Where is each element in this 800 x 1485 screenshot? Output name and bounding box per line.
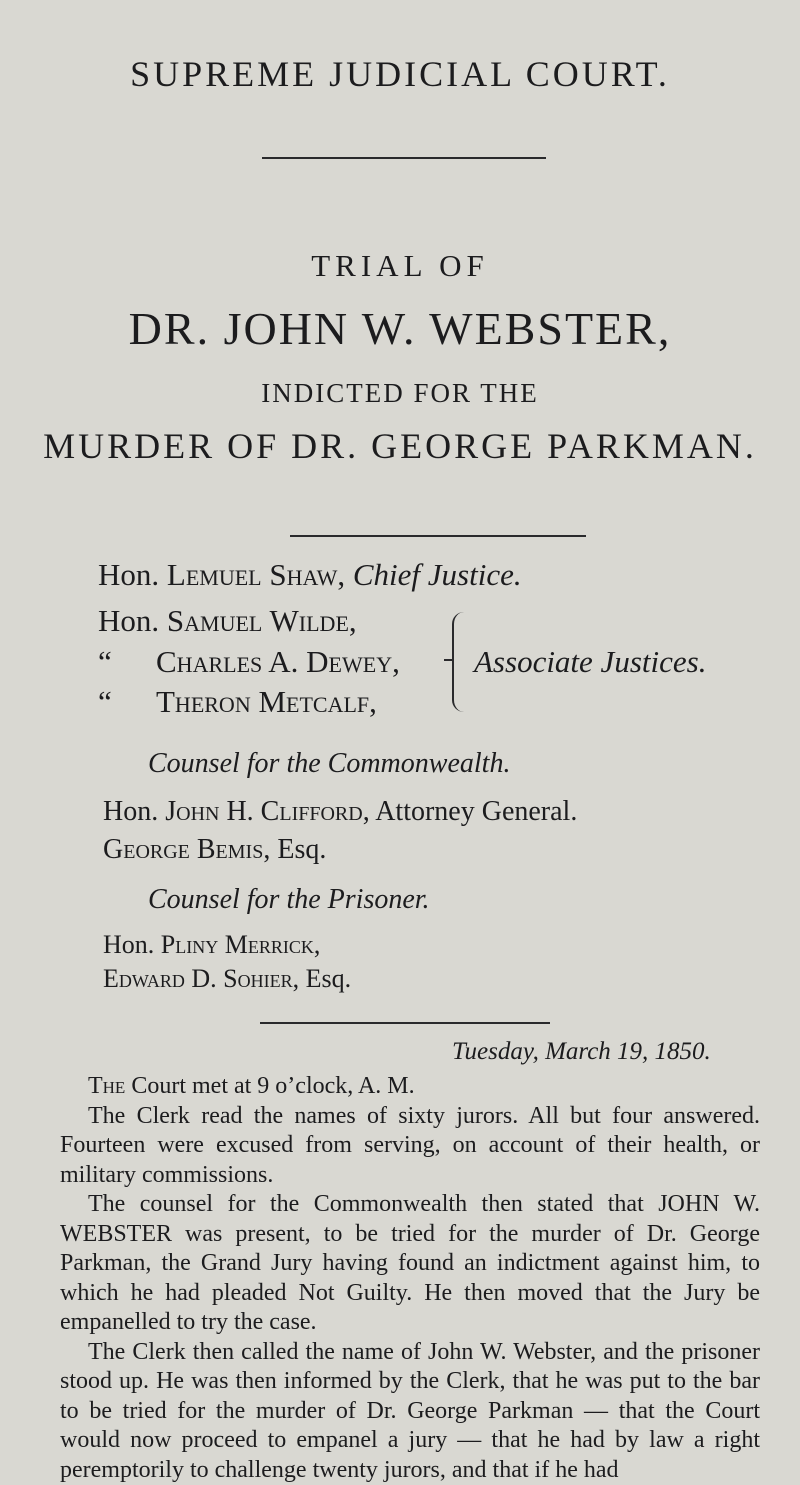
counsel-role: Esq.	[306, 964, 352, 993]
paragraph	[60, 1102, 760, 1191]
associate-prefix: “	[98, 644, 156, 680]
paragraph	[60, 1072, 760, 1102]
indicted-for-heading: INDICTED FOR THE	[0, 378, 800, 409]
chief-justice-line	[98, 557, 522, 593]
counsel-name: George Bemis,	[103, 834, 270, 865]
chief-title: Chief Justice.	[353, 557, 522, 592]
defendant-heading: DR. JOHN W. WEBSTER,	[0, 302, 800, 355]
paragraph-lead: The	[88, 1073, 125, 1099]
counsel-name: Edward D. Sohier,	[103, 964, 299, 993]
associate-name: Samuel Wilde,	[167, 603, 357, 638]
associate-line	[98, 684, 377, 720]
title-divider	[290, 535, 586, 537]
paragraph-text: The counsel for the Commonwealth then stated that JOHN W. WEBSTER was present, to be tried for the murder of Dr. George Parkman, the Grand Jury having found an indictment against him, to which he had pleaded Not Guilty. He then moved that the Jury be empanelled to try the case.	[60, 1191, 760, 1335]
chief-prefix: Hon.	[98, 557, 159, 592]
associate-name: Charles A. Dewey,	[156, 644, 400, 679]
prisoner-counsel-line	[103, 930, 320, 960]
associate-prefix: Hon.	[98, 603, 159, 638]
associate-justices-label: Associate Justices.	[474, 644, 706, 680]
commonwealth-counsel-line	[103, 796, 577, 828]
associates-brace-tip	[444, 659, 454, 661]
paragraph	[60, 1338, 760, 1485]
proceedings-date: Tuesday, March 19, 1850.	[452, 1038, 711, 1066]
associates-brace	[452, 612, 464, 712]
counsel-prefix: Hon.	[103, 930, 154, 959]
commonwealth-counsel-line	[103, 834, 326, 866]
counsel-role: Attorney General.	[375, 796, 577, 827]
crime-heading: MURDER OF DR. GEORGE PARKMAN.	[0, 425, 800, 467]
header-divider	[262, 157, 546, 159]
trial-of-heading: TRIAL OF	[0, 248, 800, 284]
prisoner-counsel-line	[103, 964, 351, 994]
paragraph-text: The Clerk then called the name of John W. Webster, and the prisoner stood up. He was then informed by the Clerk, that he was put to the bar to be tried for the murder of Dr. George Parkman — that the Court would now proceed to empanel a jury — that he had by law a right peremptorily to challenge twenty jurors, and that if he had	[60, 1339, 760, 1483]
commonwealth-counsel-heading: Counsel for the Commonwealth.	[148, 748, 510, 780]
counsel-role: Esq.	[277, 834, 326, 865]
paragraph-text: The Clerk read the names of sixty jurors. All but four answered. Fourteen were excused from serving, on account of their health, or military commissions.	[60, 1103, 760, 1188]
proceedings-text	[60, 1072, 760, 1485]
paragraph-text: Court met at 9 o’clock, A. M.	[131, 1073, 414, 1099]
court-heading: SUPREME JUDICIAL COURT.	[0, 53, 800, 95]
associate-name: Theron Metcalf,	[156, 684, 377, 719]
associate-prefix: “	[98, 684, 156, 720]
associate-line	[98, 644, 400, 680]
counsel-name: Pliny Merrick,	[161, 930, 321, 959]
paragraph	[60, 1190, 760, 1338]
counsel-prefix: Hon.	[103, 796, 158, 827]
chief-name: Lemuel Shaw,	[167, 557, 345, 592]
counsel-divider	[260, 1022, 550, 1024]
counsel-name: John H. Clifford,	[165, 796, 369, 827]
associate-line	[98, 603, 357, 639]
prisoner-counsel-heading: Counsel for the Prisoner.	[148, 884, 430, 916]
